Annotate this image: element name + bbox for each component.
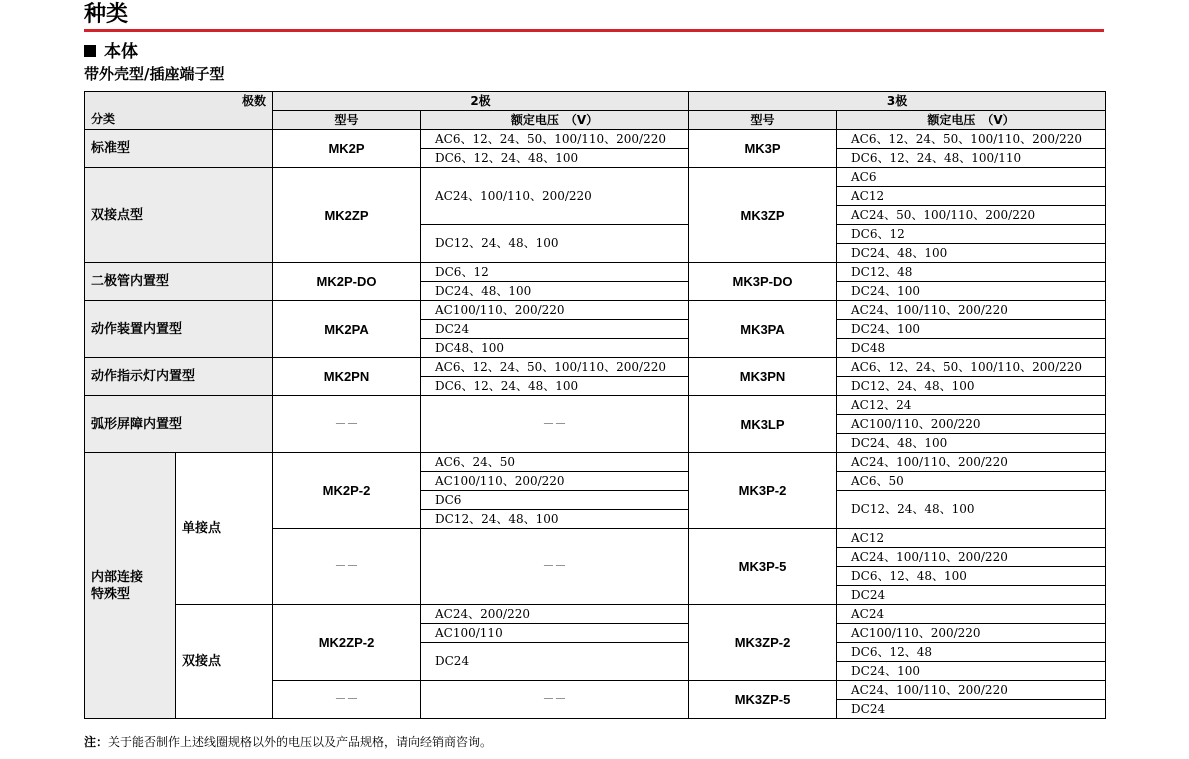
header-corner-cell <box>85 92 273 130</box>
header-voltage-2p: 额定电压 （V） <box>421 111 689 130</box>
voltage-cell: DC6、12、24、48、100 <box>421 377 689 396</box>
category-label: 分类 <box>91 112 116 126</box>
voltage-cell: DC24 <box>421 320 689 339</box>
poles-label: 极数 <box>241 94 266 108</box>
model-mk3zp-2: MK3ZP-2 <box>689 605 837 681</box>
voltage-cell: AC6、50 <box>837 472 1106 491</box>
voltage-cell: AC6、24、50 <box>421 453 689 472</box>
header-model-3p: 型号 <box>689 111 837 130</box>
voltage-cell: AC24、100/110、200/220 <box>421 168 689 225</box>
category-arc-barrier: 弧形屏障内置型 <box>85 396 273 453</box>
voltage-cell: AC24、200/220 <box>421 605 689 624</box>
voltage-cell: DC6、12、48 <box>837 643 1106 662</box>
voltage-cell: DC6 <box>421 491 689 510</box>
voltage-cell: AC100/110 <box>421 624 689 643</box>
footnote-label: 注： <box>84 735 109 749</box>
voltage-cell: AC100/110、200/220 <box>837 415 1106 434</box>
model-mk3zp: MK3ZP <box>689 168 837 263</box>
voltage-cell: DC24、48、100 <box>837 244 1106 263</box>
model-mk3zp-5: MK3ZP-5 <box>689 681 837 719</box>
square-bullet-icon <box>84 45 96 57</box>
voltage-cell: AC6、12、24、50、100/110、200/220 <box>837 130 1106 149</box>
model-mk3p: MK3P <box>689 130 837 168</box>
category-diode: 二极管内置型 <box>85 263 273 301</box>
empty-dash-cell: －－ <box>273 529 421 605</box>
category-lamp: 动作指示灯内置型 <box>85 358 273 396</box>
voltage-cell: AC6 <box>837 168 1106 187</box>
model-mk3p-5: MK3P-5 <box>689 529 837 605</box>
model-mk2p: MK2P <box>273 130 421 168</box>
model-mk2pa: MK2PA <box>273 301 421 358</box>
voltage-cell: AC100/110、200/220 <box>421 472 689 491</box>
header-voltage-3p: 额定电压 （V） <box>837 111 1106 130</box>
voltage-cell: DC24 <box>421 643 689 681</box>
voltage-cell: DC24、48、100 <box>421 282 689 301</box>
voltage-cell: AC24、100/110、200/220 <box>837 681 1106 700</box>
model-mk2p-2: MK2P-2 <box>273 453 421 529</box>
voltage-cell: DC6、12、24、48、100 <box>421 149 689 168</box>
footnote <box>84 734 492 750</box>
voltage-cell: AC12 <box>837 187 1106 206</box>
voltage-cell: DC24、100 <box>837 662 1106 681</box>
voltage-cell: AC12、24 <box>837 396 1106 415</box>
voltage-cell: DC48 <box>837 339 1106 358</box>
voltage-cell: AC24 <box>837 605 1106 624</box>
voltage-cell: DC24、48、100 <box>837 434 1106 453</box>
model-mk2p-do: MK2P-DO <box>273 263 421 301</box>
voltage-cell: AC100/110、200/220 <box>421 301 689 320</box>
sub-heading: 带外壳型/插座端子型 <box>84 65 225 83</box>
voltage-cell: AC24、50、100/110、200/220 <box>837 206 1106 225</box>
category-internal-special <box>85 453 176 719</box>
product-types-table <box>84 91 1106 719</box>
model-mk2zp: MK2ZP <box>273 168 421 263</box>
subcategory-double-contact: 双接点 <box>176 605 273 719</box>
voltage-cell: AC6、12、24、50、100/110、200/220 <box>421 358 689 377</box>
category-operation-indicator: 动作装置内置型 <box>85 301 273 358</box>
voltage-cell: DC6、12 <box>837 225 1106 244</box>
title-rule <box>84 29 1104 32</box>
voltage-cell: DC12、48 <box>837 263 1106 282</box>
model-mk3lp: MK3LP <box>689 396 837 453</box>
empty-dash-cell: －－ <box>273 681 421 719</box>
model-mk2zp-2: MK2ZP-2 <box>273 605 421 681</box>
model-mk3pn: MK3PN <box>689 358 837 396</box>
model-mk3p-2: MK3P-2 <box>689 453 837 529</box>
header-model-2p: 型号 <box>273 111 421 130</box>
voltage-cell: DC6、12、48、100 <box>837 567 1106 586</box>
voltage-cell: DC12、24、48、100 <box>837 377 1106 396</box>
header-two-pole: 2极 <box>273 92 689 111</box>
category-standard: 标准型 <box>85 130 273 168</box>
page-title: 种类 <box>84 2 129 27</box>
voltage-cell: DC48、100 <box>421 339 689 358</box>
voltage-cell: DC6、12 <box>421 263 689 282</box>
section-heading <box>84 42 138 62</box>
voltage-cell: AC6、12、24、50、100/110、200/220 <box>421 130 689 149</box>
voltage-cell: DC12、24、48、100 <box>421 225 689 263</box>
subcategory-single-contact: 单接点 <box>176 453 273 605</box>
voltage-cell: DC12、24、48、100 <box>837 491 1106 529</box>
model-mk3pa: MK3PA <box>689 301 837 358</box>
voltage-cell: AC24、100/110、200/220 <box>837 548 1106 567</box>
empty-dash-cell: －－ <box>421 396 689 453</box>
empty-dash-cell: －－ <box>421 529 689 605</box>
voltage-cell: AC24、100/110、200/220 <box>837 301 1106 320</box>
category-internal-line1: 内部连接 <box>91 569 144 585</box>
voltage-cell: DC24 <box>837 700 1106 719</box>
header-three-pole: 3极 <box>689 92 1106 111</box>
category-double-contact: 双接点型 <box>85 168 273 263</box>
empty-dash-cell: －－ <box>421 681 689 719</box>
voltage-cell: AC100/110、200/220 <box>837 624 1106 643</box>
voltage-cell: DC24、100 <box>837 282 1106 301</box>
model-mk2pn: MK2PN <box>273 358 421 396</box>
voltage-cell: DC12、24、48、100 <box>421 510 689 529</box>
voltage-cell: DC24 <box>837 586 1106 605</box>
voltage-cell: AC24、100/110、200/220 <box>837 453 1106 472</box>
section-heading-text: 本体 <box>104 42 138 62</box>
model-mk3p-do: MK3P-DO <box>689 263 837 301</box>
voltage-cell: AC12 <box>837 529 1106 548</box>
voltage-cell: DC6、12、24、48、100/110 <box>837 149 1106 168</box>
category-internal-line2: 特殊型 <box>91 586 131 602</box>
empty-dash-cell: －－ <box>273 396 421 453</box>
voltage-cell: DC24、100 <box>837 320 1106 339</box>
voltage-cell: AC6、12、24、50、100/110、200/220 <box>837 358 1106 377</box>
footnote-text: 关于能否制作上述线圈规格以外的电压以及产品规格，请向经销商咨询。 <box>108 735 493 749</box>
